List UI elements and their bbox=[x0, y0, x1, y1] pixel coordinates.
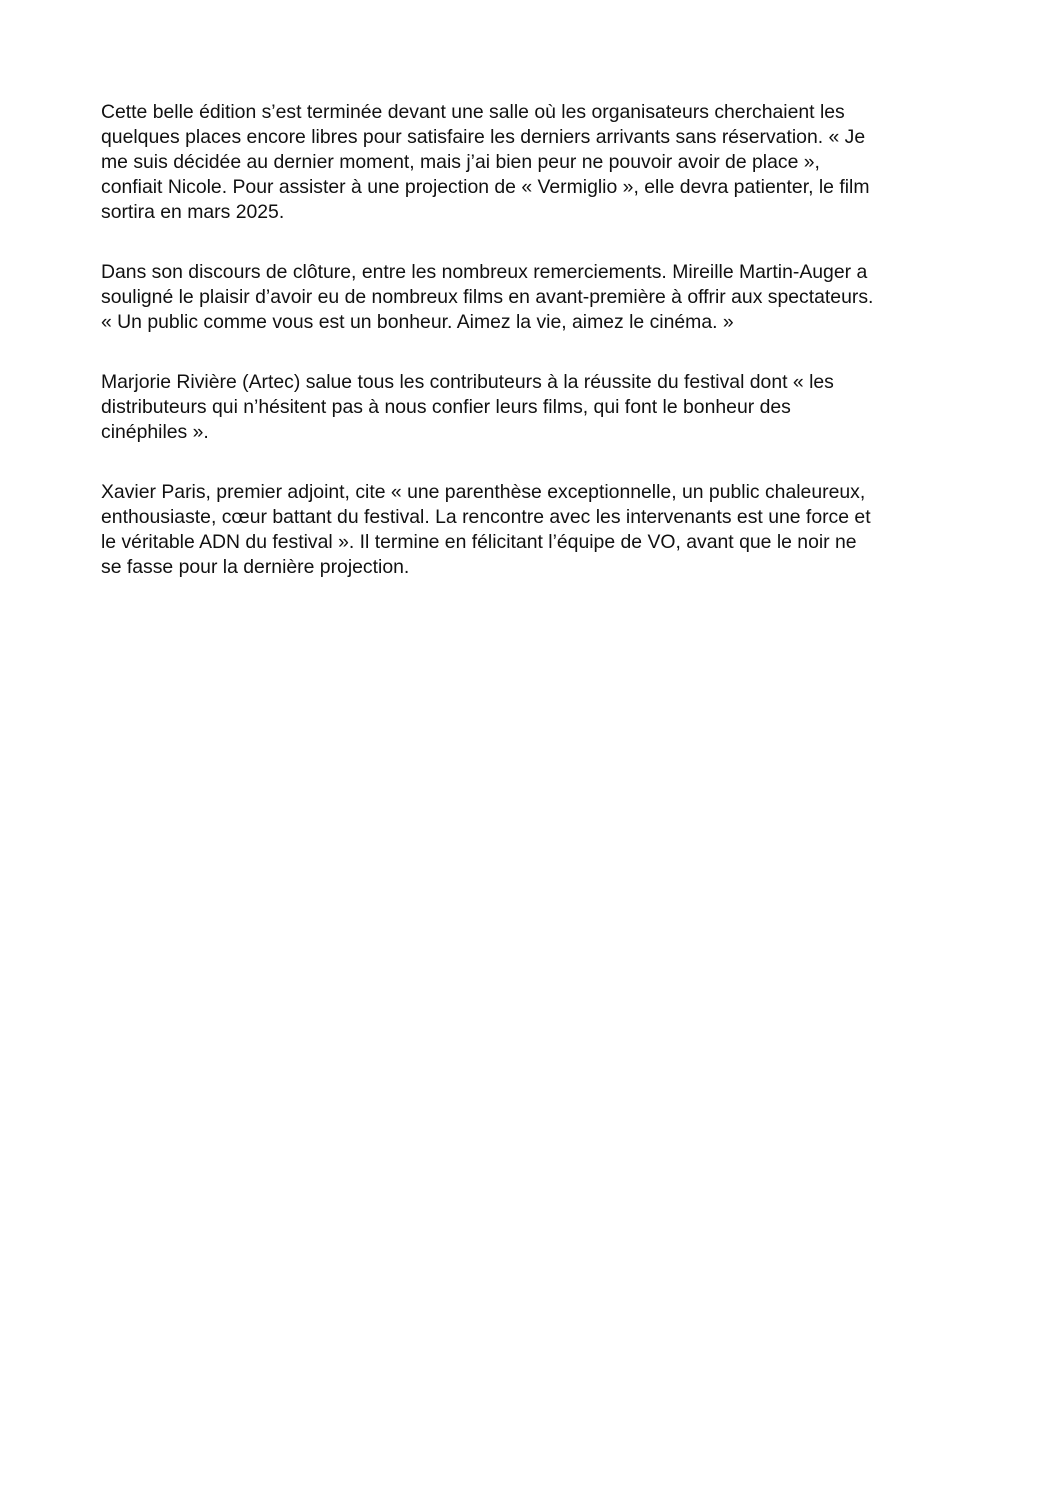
text-line: sortira en mars 2025. bbox=[101, 201, 285, 223]
article-body bbox=[101, 100, 961, 580]
text-line: quelques places encore libres pour satisfaire les derniers arrivants sans réservation. « Je bbox=[101, 126, 866, 148]
text-line: Marjorie Rivière (Artec) salue tous les contributeurs à la réussite du festival dont « les bbox=[101, 371, 834, 393]
paragraph-spacer bbox=[101, 225, 961, 260]
text-line: souligné le plaisir d’avoir eu de nombreux films en avant-première à offrir aux spectateurs. bbox=[101, 286, 874, 308]
text-line: enthousiaste, cœur battant du festival. La rencontre avec les intervenants est une force et bbox=[101, 506, 871, 528]
text-line: me suis décidée au dernier moment, mais j’ai bien peur ne pouvoir avoir de place », bbox=[101, 151, 820, 173]
text-line: cinéphiles ». bbox=[101, 421, 209, 443]
paragraph-closing-evening bbox=[101, 100, 961, 225]
paragraph-closing-speech bbox=[101, 260, 961, 335]
paragraph-spacer bbox=[101, 335, 961, 370]
text-line: se fasse pour la dernière projection. bbox=[101, 556, 410, 578]
text-line: Cette belle édition s’est terminée devant une salle où les organisateurs cherchaient les bbox=[101, 101, 845, 123]
paragraph-artec-thanks bbox=[101, 370, 961, 445]
text-line: Xavier Paris, premier adjoint, cite « une parenthèse exceptionnelle, un public chaleureux, bbox=[101, 481, 866, 503]
text-line: Dans son discours de clôture, entre les nombreux remerciements. Mireille Martin-Auger a bbox=[101, 261, 868, 283]
text-line: confiait Nicole. Pour assister à une projection de « Vermiglio », elle devra patienter, le film bbox=[101, 176, 870, 198]
text-line: distributeurs qui n’hésitent pas à nous confier leurs films, qui font le bonheur des bbox=[101, 396, 791, 418]
text-line: le véritable ADN du festival ». Il termine en félicitant l’équipe de VO, avant que le noir ne bbox=[101, 531, 857, 553]
text-line: « Un public comme vous est un bonheur. Aimez la vie, aimez le cinéma. » bbox=[101, 311, 734, 333]
paragraph-spacer bbox=[101, 445, 961, 480]
paragraph-deputy-mayor bbox=[101, 480, 961, 580]
